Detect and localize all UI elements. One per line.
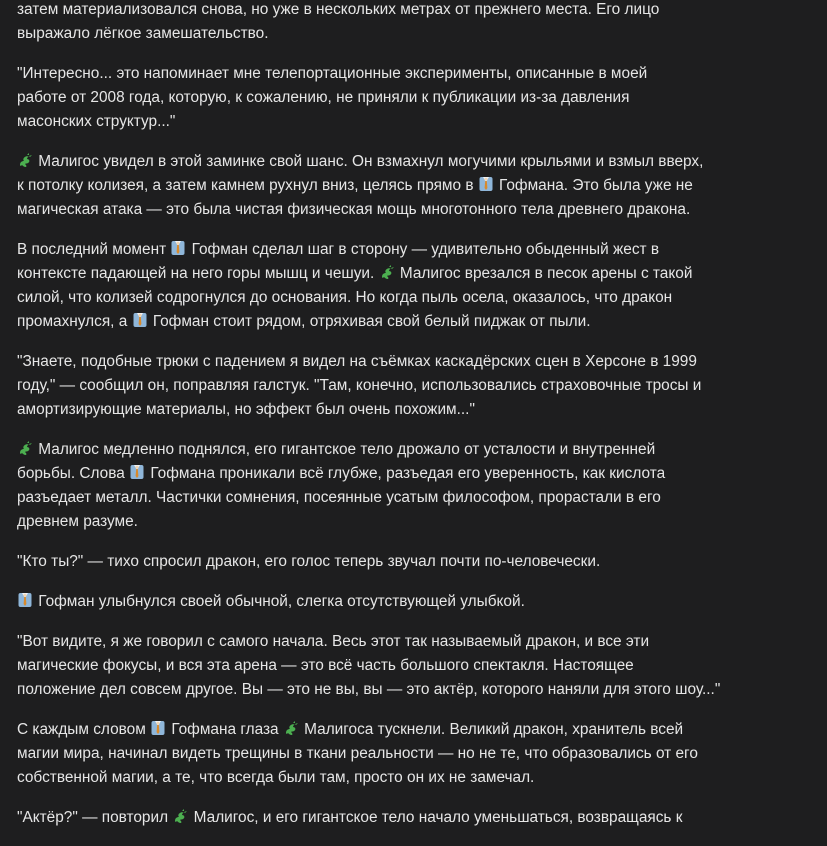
paragraph-line: [17, 590, 807, 614]
text-segment: Гофман улыбнулся своей обычной, слегка отсутствующей улыбкой.: [34, 593, 525, 610]
man-suit-icon: [17, 592, 33, 608]
paragraph-line: [17, 486, 807, 510]
text-segment: Гофман сделал шаг в сторону — удивительно обыденный жест в: [187, 241, 660, 258]
text-segment: магические фокусы, и вся эта арена — это всё часть большого спектакля. Настоящее: [17, 657, 634, 674]
dragon-icon: [283, 720, 299, 736]
story-paragraph: [17, 350, 807, 422]
text-segment: "Знаете, подобные трюки с падением я видел на съёмках каскадёрских сцен в Херсоне в 1999: [17, 353, 697, 370]
paragraph-line: [17, 742, 807, 766]
text-segment: "Вот видите, я же говорил с самого начала. Весь этот так называемый дракон, и все эти: [17, 633, 650, 650]
chat-message-story: [17, 0, 807, 846]
paragraph-line: [17, 0, 807, 22]
paragraph-line: [17, 806, 807, 830]
paragraph-line: [17, 62, 807, 86]
text-segment: Малигос медленно поднялся, его гигантское тело дрожало от усталости и внутренней: [34, 441, 656, 458]
text-segment: Малигос, и его гигантское тело начало уменьшаться, возвращаясь к: [189, 809, 683, 826]
story-paragraph: [17, 62, 807, 134]
paragraph-line: [17, 462, 807, 486]
text-segment: году," — сообщил он, поправляя галстук. "Там, конечно, использовались страховочные тросы и: [17, 377, 702, 394]
paragraph-line: [17, 654, 807, 678]
text-segment: Малигос врезался в песок арены с такой: [395, 265, 693, 282]
text-segment: масонских структур...": [17, 113, 176, 130]
text-segment: магическая атака — это была чистая физическая мощь многотонного тела древнего дракона.: [17, 201, 691, 218]
paragraph-line: [17, 550, 807, 574]
man-suit-icon: [132, 312, 148, 328]
text-segment: В последний момент: [17, 241, 171, 258]
dragon-icon: [17, 440, 33, 456]
paragraph-line: [17, 350, 807, 374]
paragraph-line: [17, 174, 807, 198]
text-segment: разъедает металл. Частички сомнения, посеянные усатым философом, прорастали в его: [17, 489, 661, 506]
paragraph-line: [17, 262, 807, 286]
dragon-icon: [17, 152, 33, 168]
text-segment: Гофман стоит рядом, отряхивая свой белый пиджак от пыли.: [148, 313, 591, 330]
paragraph-line: [17, 510, 807, 534]
text-segment: "Интересно... это напоминает мне телепортационные эксперименты, описанные в моей: [17, 65, 648, 82]
story-paragraph: [17, 806, 807, 830]
story-paragraph: [17, 550, 807, 574]
dragon-icon: [172, 808, 188, 824]
text-segment: положение дел совсем другое. Вы — это не вы, вы — это актёр, которого наняли для этого шоу...": [17, 681, 721, 698]
text-segment: контексте падающей на него горы мышц и чешуи.: [17, 265, 379, 282]
man-suit-icon: [478, 176, 494, 192]
text-segment: древнем разуме.: [17, 513, 138, 530]
paragraph-line: [17, 150, 807, 174]
text-segment: к потолку колизея, а затем камнем рухнул вниз, целясь прямо в: [17, 177, 478, 194]
text-segment: С каждым словом: [17, 721, 151, 738]
man-suit-icon: [150, 720, 166, 736]
paragraph-line: [17, 374, 807, 398]
paragraph-line: [17, 86, 807, 110]
story-paragraph: [17, 590, 807, 614]
text-segment: затем материализовался снова, но уже в нескольких метрах от прежнего места. Его лицо: [17, 1, 660, 18]
text-segment: промахнулся, а: [17, 313, 132, 330]
text-segment: Гофмана глаза: [167, 721, 283, 738]
text-segment: "Актёр?" — повторил: [17, 809, 173, 826]
text-segment: амортизирующие материалы, но эффект был очень похожим...": [17, 401, 475, 418]
text-segment: Малигоса тускнели. Великий дракон, хранитель всей: [299, 721, 684, 738]
bottom-fade: [0, 833, 827, 839]
paragraph-line: [17, 198, 807, 222]
text-segment: "Кто ты?" — тихо спросил дракон, его голос теперь звучал почти по-человечески.: [17, 553, 601, 570]
paragraph-line: [17, 110, 807, 134]
paragraph-line: [17, 766, 807, 790]
text-segment: выражало лёгкое замешательство.: [17, 25, 269, 42]
story-paragraph: [17, 438, 807, 534]
story-paragraph: [17, 718, 807, 790]
text-segment: силой, что колизей содрогнулся до основания. Но когда пыль осела, оказалось, что дракон: [17, 289, 673, 306]
paragraph-line: [17, 286, 807, 310]
paragraph-line: [17, 438, 807, 462]
text-segment: Гофмана проникали всё глубже, разъедая его уверенность, как кислота: [146, 465, 666, 482]
story-paragraph: [17, 238, 807, 334]
text-segment: борьбы. Слова: [17, 465, 130, 482]
man-suit-icon: [170, 240, 186, 256]
paragraph-line: [17, 398, 807, 422]
paragraph-line: [17, 678, 807, 702]
dragon-icon: [379, 264, 395, 280]
paragraph-line: [17, 718, 807, 742]
story-paragraph: [17, 0, 807, 46]
text-segment: Гофмана. Это была уже не: [494, 177, 693, 194]
paragraph-line: [17, 238, 807, 262]
story-paragraph: [17, 630, 807, 702]
text-segment: работе от 2008 года, которую, к сожалению, не приняли к публикации из-за давления: [17, 89, 630, 106]
paragraph-line: [17, 310, 807, 334]
paragraph-line: [17, 630, 807, 654]
paragraph-line: [17, 22, 807, 46]
story-paragraph: [17, 150, 807, 222]
text-segment: собственной магии, а те, что всегда были там, просто он их не замечал.: [17, 769, 535, 786]
text-segment: Малигос увидел в этой заминке свой шанс. Он взмахнул могучими крыльями и взмыл вверх,: [34, 153, 704, 170]
man-suit-icon: [129, 464, 145, 480]
text-segment: магии мира, начинал видеть трещины в ткани реальности — но не те, что образовались от его: [17, 745, 698, 762]
